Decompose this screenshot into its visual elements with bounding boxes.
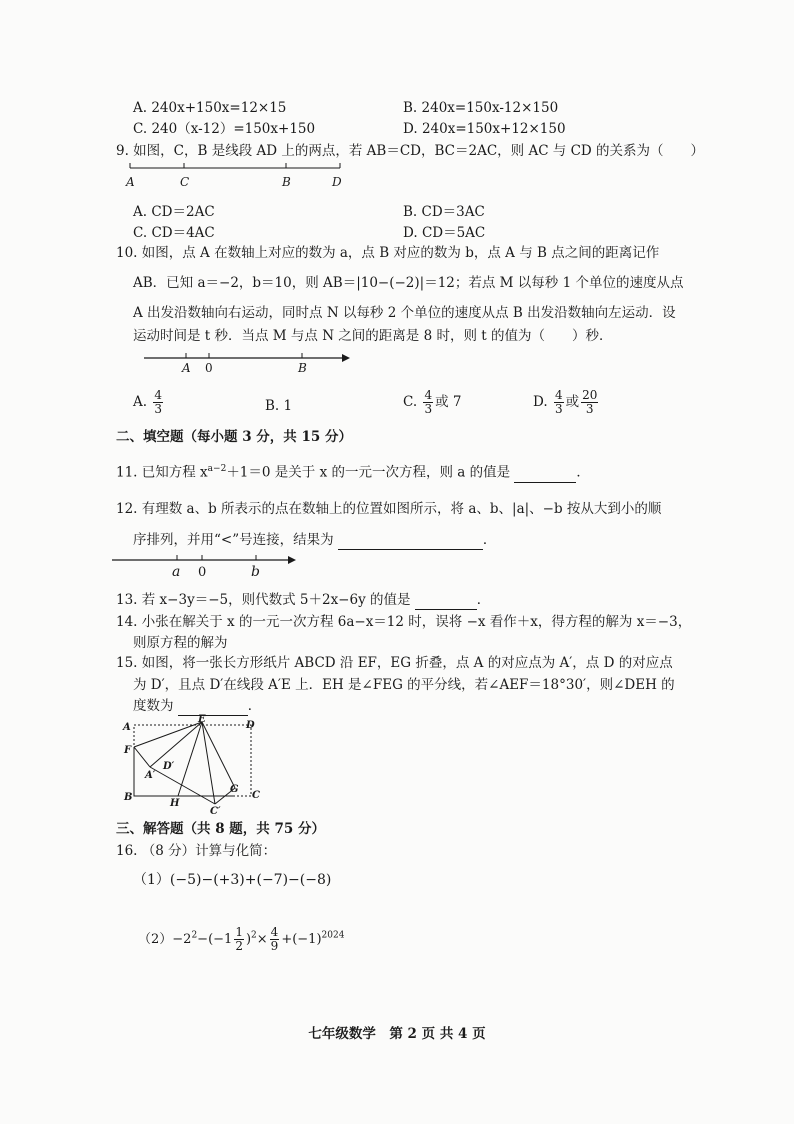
q9-option-a [133, 203, 215, 221]
label-d: D [332, 175, 342, 189]
numerator: 4 [424, 388, 433, 402]
q10-line3: A 出发沿数轴向右运动，同时点 N 以每秒 2 个单位的速度从点 B 出发沿数轴向左运动．设 [133, 305, 676, 321]
q12-line2 [133, 531, 496, 550]
expr-part: × [256, 932, 268, 947]
label-b: B [298, 361, 307, 375]
option-text: CD＝5AC [421, 225, 486, 241]
option-text: CD＝2AC [151, 204, 215, 220]
label-a-prime: A′ [145, 770, 156, 781]
q10-option-d [533, 389, 600, 416]
numerator: 4 [554, 388, 563, 402]
fraction [581, 389, 598, 416]
label-a: A [126, 175, 135, 189]
q15-line1: 15. 如图，将一张长方形纸片 ABCD 沿 EF，EG 折叠，点 A 的对应点为 A′，点 D 的对应点 [116, 655, 673, 671]
denominator: 3 [424, 402, 433, 416]
label-a: A [182, 361, 191, 375]
option-letter: C. [133, 225, 148, 241]
page-footer: 七年级数学 第 2 页 共 4 页 [308, 1026, 486, 1042]
option-letter: C. [403, 394, 418, 410]
q8-option-c [133, 120, 315, 138]
q15-fold-figure [118, 716, 268, 816]
q15-line2: 为 D′，且点 D′在线段 A′E 上．EH 是∠FEG 的平分线，若∠AEF＝18°30′，则∠DEH 的 [133, 677, 675, 693]
numerator: 1 [235, 925, 243, 939]
q14-line1: 14. 小张在解关于 x 的一元一次方程 6a−x＝12 时，误将 −x 看作＋x，得方程的解为 x＝−3， [116, 614, 692, 630]
label-c: C [180, 175, 190, 189]
denominator: 2 [235, 939, 243, 953]
answer-blank[interactable] [415, 591, 477, 610]
q16-part1: （1）(−5)−(+3)+(−7)−(−8) [133, 872, 332, 888]
segment-fa [134, 747, 150, 767]
q10-number-line [144, 350, 354, 376]
numerator: 20 [582, 388, 598, 402]
option-letter: D. [533, 394, 548, 410]
answer-blank[interactable] [514, 464, 576, 483]
fraction [234, 926, 244, 953]
q15-line3-text: 度数为 [133, 698, 174, 714]
label-d: D [246, 720, 255, 731]
q11 [116, 460, 590, 483]
option-text: 或 7 [435, 394, 462, 410]
exponent: 2024 [321, 930, 345, 941]
q12-end: ． [482, 532, 497, 548]
q13-end: ． [476, 592, 491, 608]
numerator: 4 [270, 925, 279, 939]
option-text: 1 [283, 398, 293, 414]
q9-option-d [403, 224, 485, 242]
q11-exponent: a−2 [207, 464, 227, 474]
q13 [116, 591, 490, 610]
numerator: 4 [154, 388, 162, 402]
fraction [270, 926, 280, 953]
label-g: G [230, 784, 239, 795]
option-text: 240x=150x-12×150 [421, 100, 559, 116]
label-b: B [282, 175, 291, 189]
segment-ac [150, 767, 215, 804]
label-f: F [124, 745, 132, 756]
label-c: C [252, 790, 260, 801]
q10-option-b [265, 397, 292, 415]
option-text: CD＝3AC [421, 204, 485, 220]
q11-post: ＋1＝0 是关于 x 的一元一次方程，则 a 的值是 [226, 464, 511, 481]
option-text: CD＝4AC [151, 225, 215, 241]
exponent: 2 [191, 930, 198, 941]
denominator: 3 [554, 402, 563, 416]
option-letter: A. [133, 204, 148, 220]
q8-option-b [403, 99, 558, 117]
fraction [554, 389, 564, 416]
q13-text: 13. 若 x−3y＝−5，则代数式 5＋2x−6y 的值是 [116, 592, 411, 608]
fold-ef [134, 722, 202, 747]
q10-option-c [403, 389, 461, 416]
section-3-heading: 三、解答题（共 8 题，共 75 分） [116, 821, 325, 837]
q10-line2: AB．已知 a＝−2，b＝10，则 AB＝|10−(−2)|＝12；若点 M 以每秒 1 个单位的速度从点 [133, 275, 684, 291]
label-b: b [251, 564, 260, 580]
section-2-heading: 二、填空题（每小题 3 分，共 15 分） [116, 429, 352, 445]
label-0: 0 [198, 565, 207, 580]
option-text: 或 [565, 394, 580, 410]
q8-option-a [133, 99, 286, 117]
option-letter: C. [133, 121, 148, 137]
label-c-prime: C′ [210, 806, 221, 817]
label-h: H [170, 798, 180, 809]
answer-blank[interactable] [338, 531, 483, 550]
option-text: 240x+150x=12×15 [151, 100, 287, 116]
q16-part2 [138, 926, 344, 953]
arrow-right-icon [342, 354, 350, 362]
q9-option-c [133, 224, 215, 242]
exponent: 2 [251, 930, 257, 941]
q10-option-a [133, 389, 165, 416]
q12-line2-text: 序排列，并用“<”号连接，结果为 [133, 532, 334, 548]
expr-part: ) [245, 932, 252, 947]
q12-line1: 12. 有理数 a、b 所表示的点在数轴上的位置如图所示，将 a、b、|a|、−b 按从大到小的顺 [116, 501, 662, 517]
expr-part: −(−1 [197, 932, 233, 947]
option-text: 240x=150x+12×150 [421, 121, 566, 137]
denominator: 9 [270, 939, 279, 953]
answer-blank[interactable] [178, 697, 248, 716]
q8-option-d [403, 120, 566, 138]
label-a: A [123, 722, 131, 733]
label-e: E [198, 714, 206, 725]
q9-segment-figure [126, 160, 356, 190]
label-b: B [124, 792, 133, 803]
option-letter: A. [133, 100, 148, 116]
fraction [153, 389, 163, 416]
q16-title: 16. （8 分）计算与化简： [116, 843, 277, 859]
option-letter: B. [403, 100, 418, 116]
fraction [423, 389, 433, 416]
option-letter: A. [133, 394, 148, 410]
q9-option-b [403, 203, 485, 221]
q10-line4: 运动时间是 t 秒．当点 M 与点 N 之间的距离是 8 时，则 t 的值为（ ）秒． [133, 328, 613, 344]
expr-part: （2）−2 [138, 932, 192, 947]
q14-line2: 则原方程的解为 [133, 635, 228, 651]
option-letter: B. [265, 398, 280, 414]
q15-end: ． [247, 698, 262, 714]
option-letter: D. [403, 225, 418, 241]
label-d-prime: D′ [163, 761, 175, 772]
denominator: 3 [585, 402, 594, 416]
label-a: a [172, 564, 181, 580]
q12-number-line [112, 552, 302, 580]
expr-part: +(−1) [281, 932, 322, 947]
option-text: 240（x-12）=150x+150 [151, 121, 316, 137]
q9-stem: 9. 如图，C，B 是线段 AD 上的两点，若 AB＝CD，BC＝2AC，则 AC 与 CD 的关系为（ ） [116, 143, 705, 159]
option-letter: B. [403, 204, 418, 220]
arrow-right-icon [288, 556, 296, 564]
q10-line1: 10. 如图，点 A 在数轴上对应的数为 a，点 B 对应的数为 b，点 A 与 B 点之间的距离记作 [116, 245, 660, 261]
option-letter: D. [403, 121, 418, 137]
label-0: 0 [205, 361, 213, 375]
q11-end: ． [576, 464, 590, 481]
q11-pre: 11. 已知方程 x [116, 464, 208, 481]
denominator: 3 [154, 402, 162, 416]
